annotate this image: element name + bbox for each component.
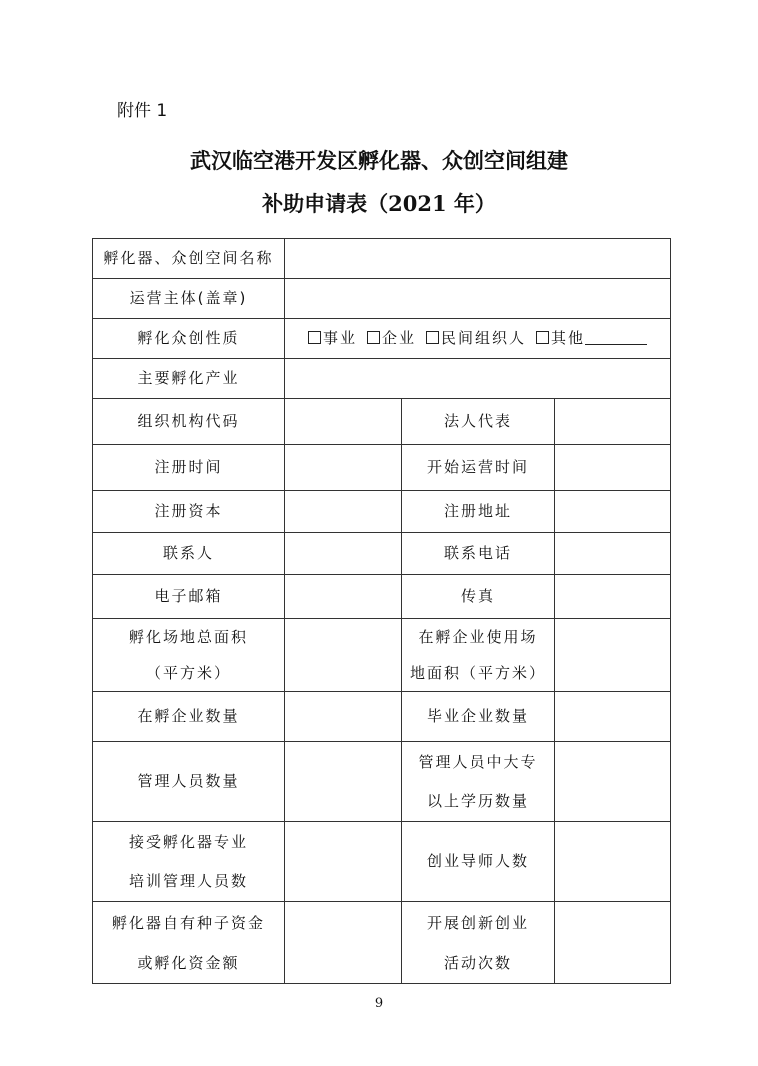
reg-capital-field[interactable] bbox=[285, 491, 402, 533]
contact-person-label: 联系人 bbox=[93, 533, 285, 575]
graduated-count-field[interactable] bbox=[555, 692, 671, 742]
fax-label: 传真 bbox=[402, 575, 555, 619]
college-staff-field[interactable] bbox=[555, 742, 671, 822]
total-area-field[interactable] bbox=[285, 619, 402, 692]
operator-field[interactable] bbox=[285, 279, 671, 319]
reg-address-label: 注册地址 bbox=[402, 491, 555, 533]
incubated-area-field[interactable] bbox=[555, 619, 671, 692]
table-row bbox=[93, 399, 671, 445]
page-number: 9 bbox=[374, 996, 384, 1011]
checkbox-icon[interactable] bbox=[536, 331, 549, 344]
start-op-date-label: 开始运营时间 bbox=[402, 445, 555, 491]
incubator-name-field[interactable] bbox=[285, 239, 671, 279]
table-row bbox=[93, 575, 671, 619]
org-code-label: 组织机构代码 bbox=[93, 399, 285, 445]
table-row bbox=[93, 319, 671, 359]
industry-field[interactable] bbox=[285, 359, 671, 399]
checkbox-icon[interactable] bbox=[308, 331, 321, 344]
option-public-institution[interactable]: 事业 bbox=[308, 329, 357, 347]
table-row bbox=[93, 619, 671, 692]
table-row bbox=[93, 491, 671, 533]
staff-count-label: 管理人员数量 bbox=[93, 742, 285, 822]
other-blank-line[interactable] bbox=[585, 330, 647, 345]
option-other[interactable]: 其他 bbox=[536, 329, 647, 347]
seed-fund-label: 孵化器自有种子资金 或孵化资金额 bbox=[93, 902, 285, 984]
mentor-count-label: 创业导师人数 bbox=[402, 822, 555, 902]
seed-fund-field[interactable] bbox=[285, 902, 402, 984]
activity-count-label: 开展创新创业 活动次数 bbox=[402, 902, 555, 984]
email-label: 电子邮箱 bbox=[93, 575, 285, 619]
operator-label: 运营主体(盖章) bbox=[93, 279, 285, 319]
nature-options bbox=[285, 319, 671, 359]
table-row bbox=[93, 822, 671, 902]
table-row bbox=[93, 359, 671, 399]
trained-staff-label: 接受孵化器专业 培训管理人员数 bbox=[93, 822, 285, 902]
reg-capital-label: 注册资本 bbox=[93, 491, 285, 533]
form-title-line-1: 武汉临空港开发区孵化器、众创空间组建 bbox=[190, 148, 568, 173]
checkbox-icon[interactable] bbox=[426, 331, 439, 344]
start-op-date-field[interactable] bbox=[555, 445, 671, 491]
activity-count-field[interactable] bbox=[555, 902, 671, 984]
contact-phone-field[interactable] bbox=[555, 533, 671, 575]
table-row bbox=[93, 742, 671, 822]
graduated-count-label: 毕业企业数量 bbox=[402, 692, 555, 742]
reg-date-label: 注册时间 bbox=[93, 445, 285, 491]
nature-label: 孵化众创性质 bbox=[93, 319, 285, 359]
table-row bbox=[93, 279, 671, 319]
org-code-field[interactable] bbox=[285, 399, 402, 445]
option-private-org[interactable]: 民间组织人 bbox=[426, 329, 526, 347]
attachment-label: 附件 1 bbox=[117, 101, 168, 121]
college-staff-label: 管理人员中大专 以上学历数量 bbox=[402, 742, 555, 822]
reg-date-field[interactable] bbox=[285, 445, 402, 491]
mentor-count-field[interactable] bbox=[555, 822, 671, 902]
table-row bbox=[93, 902, 671, 984]
fax-field[interactable] bbox=[555, 575, 671, 619]
industry-label: 主要孵化产业 bbox=[93, 359, 285, 399]
reg-address-field[interactable] bbox=[555, 491, 671, 533]
contact-phone-label: 联系电话 bbox=[402, 533, 555, 575]
incubated-count-field[interactable] bbox=[285, 692, 402, 742]
contact-person-field[interactable] bbox=[285, 533, 402, 575]
legal-rep-label: 法人代表 bbox=[402, 399, 555, 445]
table-row bbox=[93, 239, 671, 279]
form-title-line-2: 补助申请表（2021 年） bbox=[262, 191, 496, 216]
incubator-name-label: 孵化器、众创空间名称 bbox=[93, 239, 285, 279]
staff-count-field[interactable] bbox=[285, 742, 402, 822]
application-form-table bbox=[92, 238, 671, 984]
trained-staff-field[interactable] bbox=[285, 822, 402, 902]
option-enterprise[interactable]: 企业 bbox=[367, 329, 416, 347]
checkbox-icon[interactable] bbox=[367, 331, 380, 344]
incubated-count-label: 在孵企业数量 bbox=[93, 692, 285, 742]
incubated-area-label: 在孵企业使用场 地面积（平方米） bbox=[402, 619, 555, 692]
legal-rep-field[interactable] bbox=[555, 399, 671, 445]
email-field[interactable] bbox=[285, 575, 402, 619]
table-row bbox=[93, 692, 671, 742]
total-area-label: 孵化场地总面积 （平方米） bbox=[93, 619, 285, 692]
table-row bbox=[93, 533, 671, 575]
table-row bbox=[93, 445, 671, 491]
